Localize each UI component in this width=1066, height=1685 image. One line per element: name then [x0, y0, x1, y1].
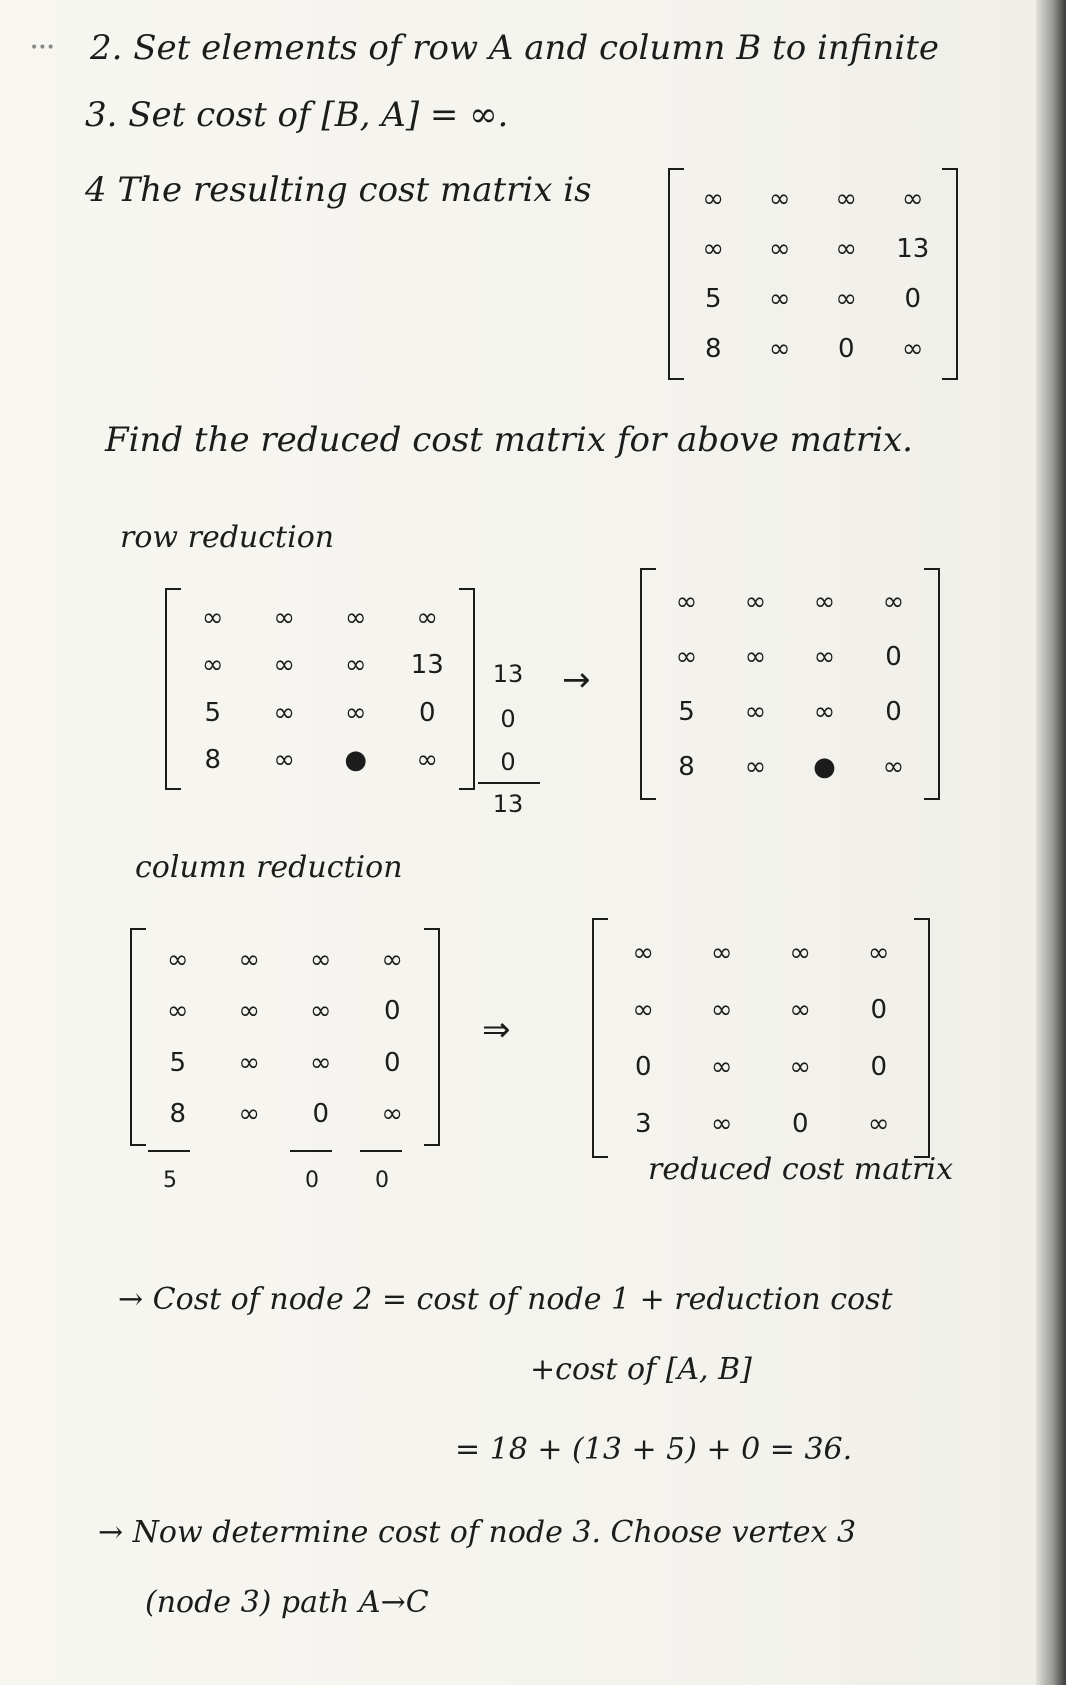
cost-node2-text: → Cost of node 2 = cost of node 1 + reduction cost — [118, 1282, 893, 1317]
matrix-cell-r4-c3: ● — [344, 745, 368, 776]
matrix-cell-r1-c3: ∞ — [813, 586, 836, 617]
margin-dots: ••• — [30, 40, 55, 56]
matrix-cell-r1-c1: ∞ — [675, 586, 698, 617]
matrix-cell-r4-c2: ∞ — [238, 1099, 261, 1130]
matrix-cell-r4-c4: ∞ — [381, 1099, 404, 1130]
matrix-cell-r2-c3: ∞ — [835, 234, 858, 264]
matrix-cell-r3-c1: 0 — [634, 1051, 652, 1082]
matrix-cell-r4-c2: ∞ — [768, 334, 791, 364]
col-arrow: ⇒ — [482, 1010, 511, 1050]
matrix-cell-r1-c1: ∞ — [201, 602, 224, 633]
matrix-cell-r3-c2: ∞ — [744, 696, 767, 727]
matrix-cell-r4-c1: 3 — [634, 1108, 652, 1139]
matrix-cell-r3-c3: ∞ — [789, 1051, 812, 1082]
matrix-cell-r4-c1: 8 — [204, 745, 222, 776]
matrix-cell-r3-c3: ∞ — [813, 696, 836, 727]
matrix-cell-r3-c3: ∞ — [309, 1047, 332, 1078]
matrix-cell-r3-c4: 0 — [885, 696, 902, 727]
row-reduction-total: 13 — [492, 790, 524, 818]
path-text: (node 3) path A→C — [145, 1585, 429, 1620]
next-step-text: → Now determine cost of node 3. Choose vertex 3 — [98, 1515, 857, 1550]
matrix-cell-r1-c1: ∞ — [702, 184, 725, 214]
matrix-cell-r4-c4: ∞ — [901, 334, 924, 364]
matrix-cell-r2-c4: 13 — [410, 650, 444, 681]
matrix-cell-r3-c1: 5 — [204, 697, 222, 728]
matrix-cell-r3-c1: 5 — [678, 696, 695, 727]
col-before-matrix — [130, 928, 440, 1146]
matrix-cell-r2-c4: 13 — [896, 234, 930, 264]
matrix-cell-r2-c3: ∞ — [813, 641, 836, 672]
matrix-cell-r4-c1: 8 — [169, 1099, 187, 1130]
matrix-cell-r1-c2: ∞ — [744, 586, 767, 617]
matrix-cell-r3-c4: 0 — [904, 284, 922, 314]
matrix-cell-r1-c4: ∞ — [901, 184, 924, 214]
row-before-matrix — [165, 588, 475, 790]
find-reduced-text: Find the reduced cost matrix for above matrix. — [105, 420, 913, 460]
matrix-cell-r1-c2: ∞ — [273, 602, 296, 633]
matrix-cell-r2-c4: 0 — [885, 641, 902, 672]
matrix-cell-r2-c1: ∞ — [201, 650, 224, 681]
col-underline-3 — [290, 1150, 332, 1152]
step-4-text: 4 The resulting cost matrix is — [85, 170, 592, 210]
step-2-text: 2. Set elements of row A and column B to infinite — [90, 28, 939, 68]
cost-calc-text: = 18 + (13 + 5) + 0 = 36. — [455, 1432, 853, 1467]
matrix-cell-r3-c2: ∞ — [768, 284, 791, 314]
row-min-1: 13 — [492, 660, 524, 688]
matrix-cell-r4-c2: ∞ — [273, 745, 296, 776]
matrix-cell-r2-c2: ∞ — [238, 996, 261, 1027]
row-sum-underline — [478, 782, 540, 784]
resulting-cost-matrix — [668, 168, 958, 380]
matrix-cell-r2-c1: ∞ — [166, 996, 189, 1027]
matrix-cell-r1-c4: ∞ — [381, 944, 404, 975]
matrix-cell-r2-c2: ∞ — [768, 234, 791, 264]
col-min-4: 0 — [375, 1168, 389, 1193]
column-reduction-heading: column reduction — [135, 850, 403, 885]
matrix-cell-r2-c3: ∞ — [344, 650, 367, 681]
row-arrow: → — [562, 660, 591, 700]
matrix-cell-r4-c3: 0 — [837, 334, 855, 364]
matrix-cell-r3-c3: ∞ — [344, 697, 367, 728]
col-underline-4 — [360, 1150, 402, 1152]
matrix-cell-r3-c2: ∞ — [238, 1047, 261, 1078]
matrix-cell-r1-c2: ∞ — [768, 184, 791, 214]
matrix-cell-r3-c4: 0 — [418, 697, 436, 728]
matrix-cell-r3-c1: 5 — [704, 284, 722, 314]
matrix-cell-r1-c4: ∞ — [867, 937, 890, 968]
matrix-cell-r3-c2: ∞ — [273, 697, 296, 728]
step-3-text: 3. Set cost of [B, A] = ∞. — [85, 95, 509, 135]
matrix-cell-r1-c1: ∞ — [632, 937, 655, 968]
matrix-cell-r4-c2: ∞ — [710, 1108, 733, 1139]
matrix-cell-r4-c3: 0 — [312, 1099, 330, 1130]
matrix-cell-r1-c3: ∞ — [789, 937, 812, 968]
matrix-cell-r1-c4: ∞ — [882, 586, 905, 617]
matrix-cell-r2-c1: ∞ — [675, 641, 698, 672]
matrix-cell-r1-c2: ∞ — [238, 944, 261, 975]
col-min-3: 0 — [305, 1168, 319, 1193]
matrix-cell-r4-c3: 0 — [791, 1108, 809, 1139]
matrix-cell-r3-c1: 5 — [169, 1047, 187, 1078]
matrix-cell-r1-c2: ∞ — [710, 937, 733, 968]
matrix-cell-r4-c4: ∞ — [416, 745, 439, 776]
matrix-cell-r1-c3: ∞ — [835, 184, 858, 214]
matrix-cell-r1-c3: ∞ — [309, 944, 332, 975]
row-after-matrix — [640, 568, 940, 800]
matrix-cell-r2-c4: 0 — [870, 994, 888, 1025]
matrix-cell-r2-c2: ∞ — [273, 650, 296, 681]
row-min-2: 0 — [500, 705, 516, 733]
matrix-cell-r4-c4: ∞ — [882, 751, 905, 782]
matrix-cell-r2-c2: ∞ — [744, 641, 767, 672]
matrix-cell-r3-c3: ∞ — [835, 284, 858, 314]
matrix-cell-r3-c2: ∞ — [710, 1051, 733, 1082]
matrix-cell-r1-c3: ∞ — [344, 602, 367, 633]
col-underline-1 — [148, 1150, 190, 1152]
matrix-cell-r2-c3: ∞ — [789, 994, 812, 1025]
col-min-1: 5 — [163, 1168, 177, 1193]
matrix-cell-r1-c1: ∞ — [166, 944, 189, 975]
reduced-cost-matrix — [592, 918, 930, 1158]
matrix-cell-r2-c1: ∞ — [702, 234, 725, 264]
matrix-cell-r2-c2: ∞ — [710, 994, 733, 1025]
row-min-3: 0 — [500, 748, 516, 776]
cost-term-text: +cost of [A, B] — [530, 1352, 752, 1387]
matrix-cell-r4-c2: ∞ — [744, 751, 767, 782]
matrix-cell-r2-c1: ∞ — [632, 994, 655, 1025]
matrix-cell-r4-c1: 8 — [678, 751, 695, 782]
matrix-cell-r4-c1: 8 — [704, 334, 722, 364]
reduced-cost-matrix-label: reduced cost matrix — [648, 1152, 954, 1187]
matrix-cell-r3-c4: 0 — [383, 1047, 401, 1078]
page-binding-shadow — [1036, 0, 1066, 1685]
matrix-cell-r2-c4: 0 — [383, 996, 401, 1027]
matrix-cell-r2-c3: ∞ — [309, 996, 332, 1027]
matrix-cell-r4-c3: ● — [813, 751, 836, 782]
row-reduction-heading: row reduction — [120, 520, 335, 555]
matrix-cell-r3-c4: 0 — [870, 1051, 888, 1082]
matrix-cell-r4-c4: ∞ — [867, 1108, 890, 1139]
matrix-cell-r1-c4: ∞ — [416, 602, 439, 633]
